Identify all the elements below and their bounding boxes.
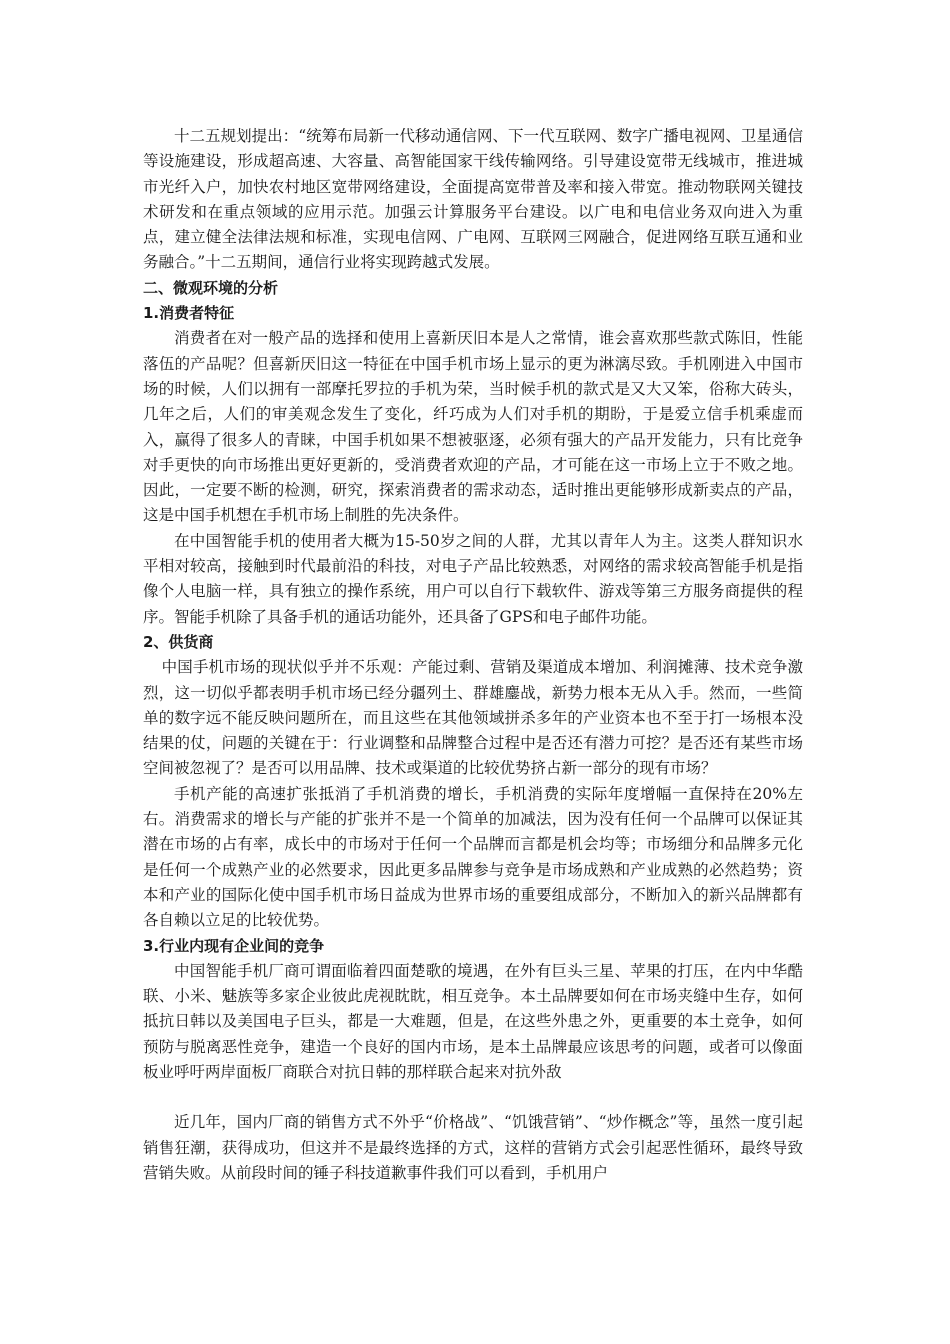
paragraph-gap [143, 1085, 803, 1110]
paragraph-domestic-competition: 中国智能手机厂商可谓面临着四面楚歌的境遇，在外有巨头三星、苹果的打压，在内中华酷联、小米、魅族等多家企业彼此虎视眈眈，相互竞争。本土品牌要如何在市场夹缝中生存，如何抵抗日韩以及美国电子巨头，都是一大难题，但是，在这些外患之外，更重要的本土竞争，如何预防与脱离恶性竞争，建造一个良好的国内市场，是本土品牌最应该思考的问题，或者可以像面板业呼吁两岸面板厂商联合对抗日韩的那样联合起来对抗外敌 [143, 961, 803, 1081]
paragraph-sales-methods: 近几年，国内厂商的销售方式不外乎“价格战”、“饥饿营销”、“炒作概念”等，虽然一度引起销售狂潮，获得成功，但这并不是最终选择的方式，这样的营销方式会引起恶性循环，最终导致营销失败。从前段时间的锤子科技道歉事件我们可以看到，手机用户 [143, 1113, 803, 1182]
subheading-industry-competition: 3.行业内现有企业间的竞争 [143, 936, 325, 955]
document-page [143, 124, 803, 1186]
paragraph-smartphone-users: 在中国智能手机的使用者大概为15-50岁之间的人群，尤其以青年人为主。这类人群知识水平相对较高，接触到时代最前沿的科技，对电子产品比较熟悉，对网络的需求较高智能手机是指像个人电脑一样，具有独立的操作系统，用户可以自行下载软件、游戏等第三方服务商提供的程序。智能手机除了具备手机的通话功能外，还具备了GPS和电子邮件功能。 [143, 531, 803, 626]
subheading-consumer-features: 1.消费者特征 [143, 304, 235, 323]
paragraph-twelfth-five-year-plan: 十二五规划提出：“统筹布局新一代移动通信网、下一代互联网、数字广播电视网、卫星通信等设施建设，形成超高速、大容量、高智能国家干线传输网络。引导建设宽带无线城市，推进城市光纤入户，加快农村地区宽带网络建设，全面提高宽带普及率和接入带宽。推动物联网关键技术研发和在重点领域的应用示范。加强云计算服务平台建设。以广电和电信业务双向进入为重点，建立健全法律法规和标准，实现电信网、广电网、互联网三网融合，促进网络互联互通和业务融合。”十二五期间，通信行业将实现跨越式发展。 [143, 127, 803, 272]
paragraph-capacity-expansion: 手机产能的高速扩张抵消了手机消费的增长，手机消费的实际年度增幅一直保持在20%左右。消费需求的增长与产能的扩张并不是一个简单的加减法，因为没有任何一个品牌可以保证其潜在市场的占有率，成长中的市场对于任何一个品牌而言都是机会均等；市场细分和品牌多元化是任何一个成熟产业的必然要求，因此更多品牌参与竞争是市场成熟和产业成熟的必然趋势；资本和产业的国际化使中国手机市场日益成为世界市场的重要组成部分，不断加入的新兴品牌都有各自赖以立足的比较优势。 [143, 784, 803, 930]
subheading-suppliers: 2、供货商 [143, 632, 214, 651]
paragraph-consumer-preference: 消费者在对一般产品的选择和使用上喜新厌旧本是人之常情，谁会喜欢那些款式陈旧，性能落伍的产品呢？但喜新厌旧这一特征在中国手机市场上显示的更为淋漓尽致。手机刚进入中国市场的时候，人们以拥有一部摩托罗拉的手机为荣，当时候手机的款式是又大又笨，俗称大砖头，几年之后，人们的审美观念发生了变化，纤巧成为人们对手机的期盼，于是爱立信手机乘虚而入，赢得了很多人的青睐，中国手机如果不想被驱逐，必须有强大的产品开发能力，只有比竞争对手更快的向市场推出更好更新的，受消费者欢迎的产品，才可能在这一市场上立于不败之地。因此，一定要不断的检测，研究，探索消费者的需求动态，适时推出更能够形成新卖点的产品，这是中国手机想在手机市场上制胜的先决条件。 [143, 329, 803, 525]
section-heading-micro-environment: 二、微观环境的分析 [143, 278, 279, 297]
paragraph-market-status: 中国手机市场的现状似乎并不乐观：产能过剩、营销及渠道成本增加、利润摊薄、技术竞争激烈，这一切似乎都表明手机市场已经分疆列土、群雄鏖战，新势力根本无从入手。然而，一些简单的数字远不能反映问题所在，而且这些在其他领域拼杀多年的产业资本也不至于打一场根本没结果的仗，问题的关键在于：行业调整和品牌整合过程中是否还有潜力可挖？是否还有某些市场空间被忽视了？是否可以用品牌、技术或渠道的比较优势挤占新一部分的现有市场？ [143, 658, 803, 778]
